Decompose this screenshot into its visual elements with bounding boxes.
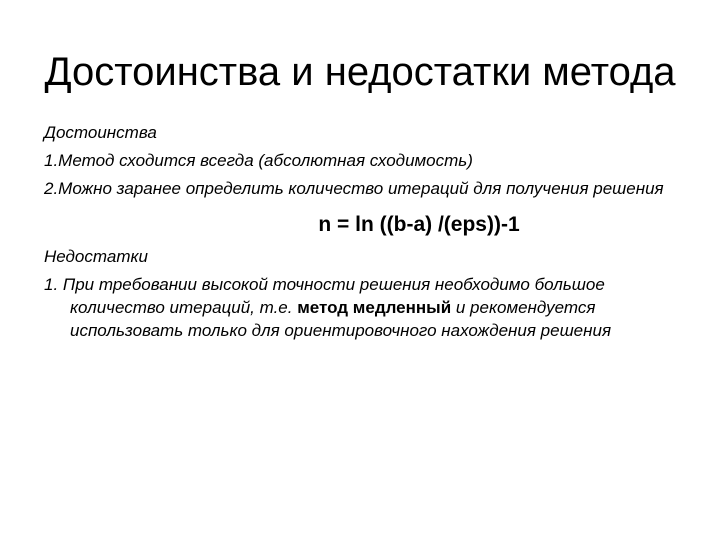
- slow-method-emphasis: метод медленный: [297, 298, 452, 317]
- iteration-formula: n = ln ((b-a) /(eps))-1: [318, 213, 520, 236]
- slide-title: Достоинства и недостатки метода: [44, 50, 676, 94]
- advantage-item-1: 1.Метод сходится всегда (абсолютная сходимость): [44, 151, 473, 170]
- disadvantage-text-2: и рекомендуется использовать только для ориентировочного нахождения решения: [70, 298, 612, 340]
- slide-content: [44, 121, 684, 342]
- disadvantages-heading: Недостатки: [44, 247, 148, 266]
- advantages-heading: Достоинства: [44, 123, 157, 142]
- advantage-item-2: 2.Можно заранее определить количество итераций для получения решения: [44, 179, 664, 198]
- disadvantage-item-1: [44, 273, 684, 342]
- disadvantage-text-1: 1. При требовании высокой точности решения необходимо большое количество итераций, т.е.: [44, 275, 605, 317]
